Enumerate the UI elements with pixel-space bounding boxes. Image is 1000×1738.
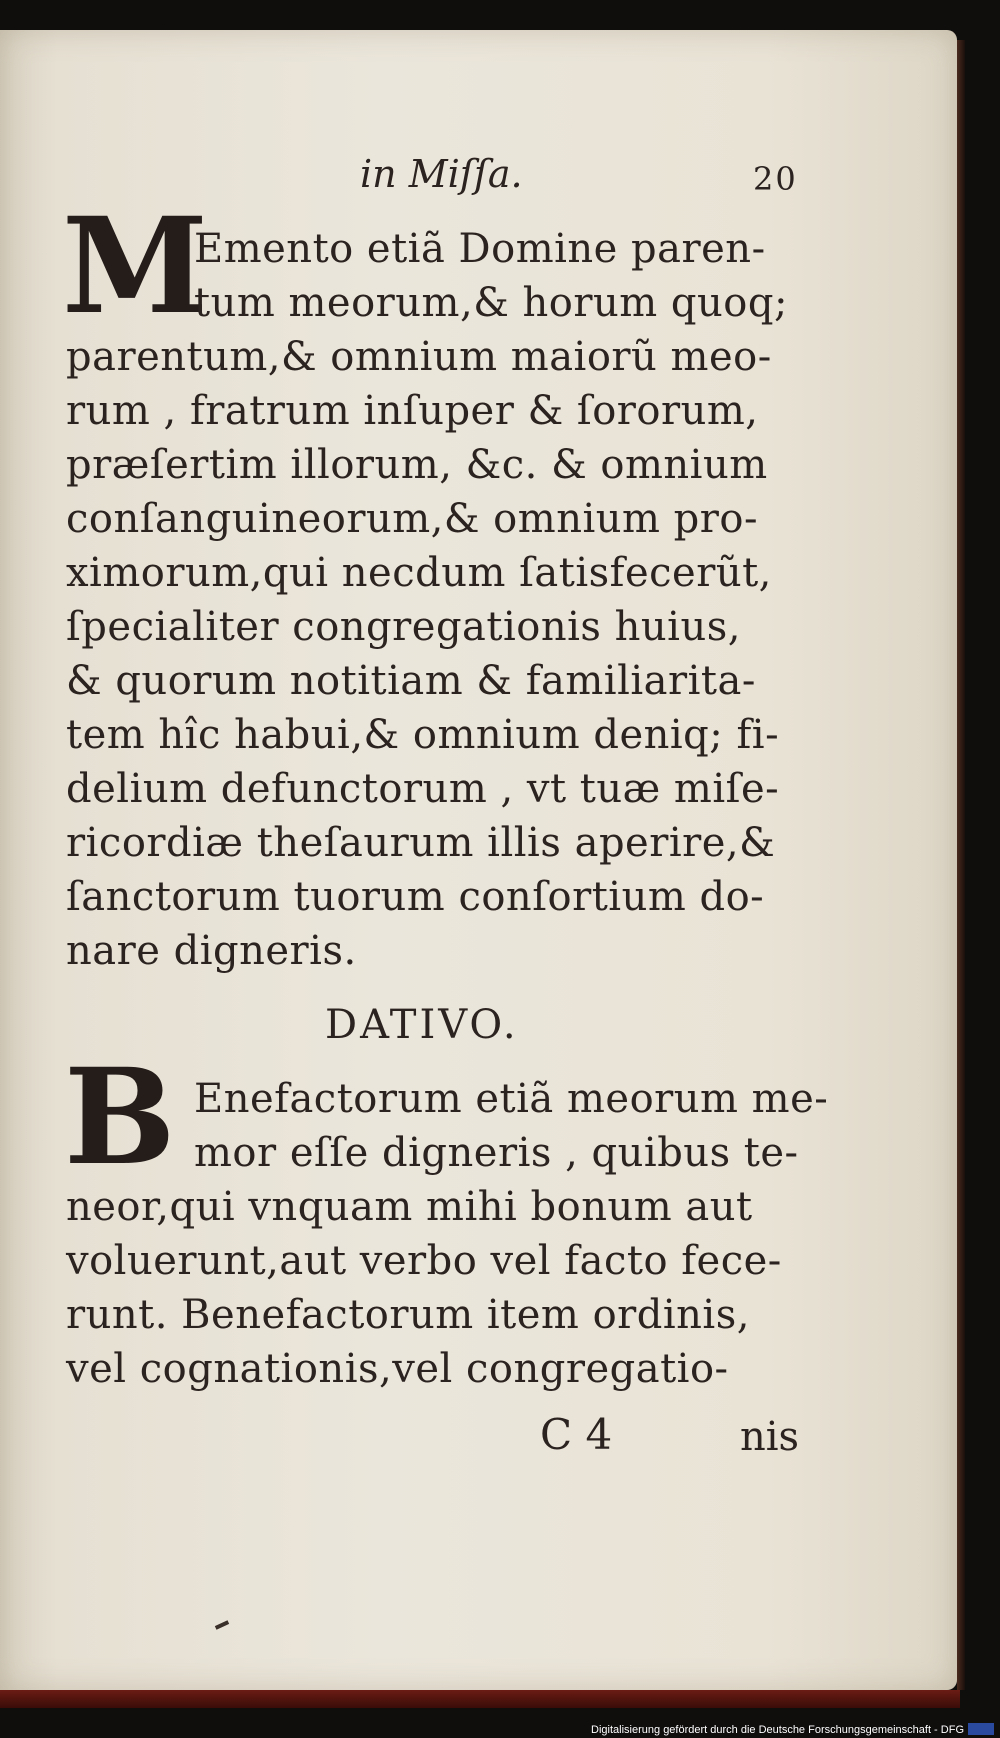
running-head: in Miſſa. [360, 152, 523, 196]
paragraph-memento [66, 222, 812, 978]
signature-mark: C 4 [540, 1410, 613, 1459]
text-line: Enefactorum etiã meorum me- [194, 1076, 829, 1122]
text-line: ximorum,qui necdum ſatisfecerũt, [66, 550, 772, 596]
text-line: runt. Benefactorum item ordinis, [66, 1292, 750, 1338]
text-line: neor,qui vnquam mihi bonum aut [66, 1184, 753, 1230]
paragraph-benefactorum [66, 1072, 829, 1396]
text-line: & quorum notitiam & familiarita- [66, 658, 756, 704]
text-line: tem hîc habui,& omnium deniq; fi- [66, 712, 780, 758]
decorated-initial-m: M [62, 189, 209, 344]
book-cover-edge [0, 1690, 960, 1708]
text-line: voluerunt,aut verbo vel facto fece- [66, 1238, 782, 1284]
text-line: ſpecialiter congregationis huius, [66, 604, 741, 650]
page-edge [957, 40, 965, 1690]
digitization-credit: Digitalisierung gefördert durch die Deutsche Forschungsgemeinschaft - DFG [591, 1724, 964, 1736]
catchword: nis [740, 1414, 800, 1460]
decorated-initial-b: B [64, 1040, 176, 1195]
text-line: præſertim illorum, &c. & omnium [66, 442, 768, 488]
text-line: rum , fratrum inſuper & ſororum, [66, 388, 759, 434]
text-line: delium defunctorum , vt tuæ miſe- [66, 766, 780, 812]
dfg-logo [968, 1723, 994, 1735]
text-line: nare digneris. [66, 928, 357, 974]
section-heading: DATIVO. [325, 1002, 519, 1048]
text-line: mor eſſe digneris , quibus te- [194, 1130, 799, 1176]
text-line: conſanguineorum,& omnium pro- [66, 496, 758, 542]
text-line: parentum,& omnium maiorũ meo- [66, 334, 772, 380]
page-number: 20 [753, 160, 798, 198]
text-line: ſanctorum tuorum conſortium do- [66, 874, 765, 920]
text-line: vel cognationis,vel congregatio- [66, 1346, 729, 1392]
text-line: tum meorum,& horum quoq; [194, 280, 788, 326]
text-line: ricordiæ theſaurum illis aperire,& [66, 820, 776, 866]
text-line: Emento etiã Domine paren- [194, 226, 766, 272]
